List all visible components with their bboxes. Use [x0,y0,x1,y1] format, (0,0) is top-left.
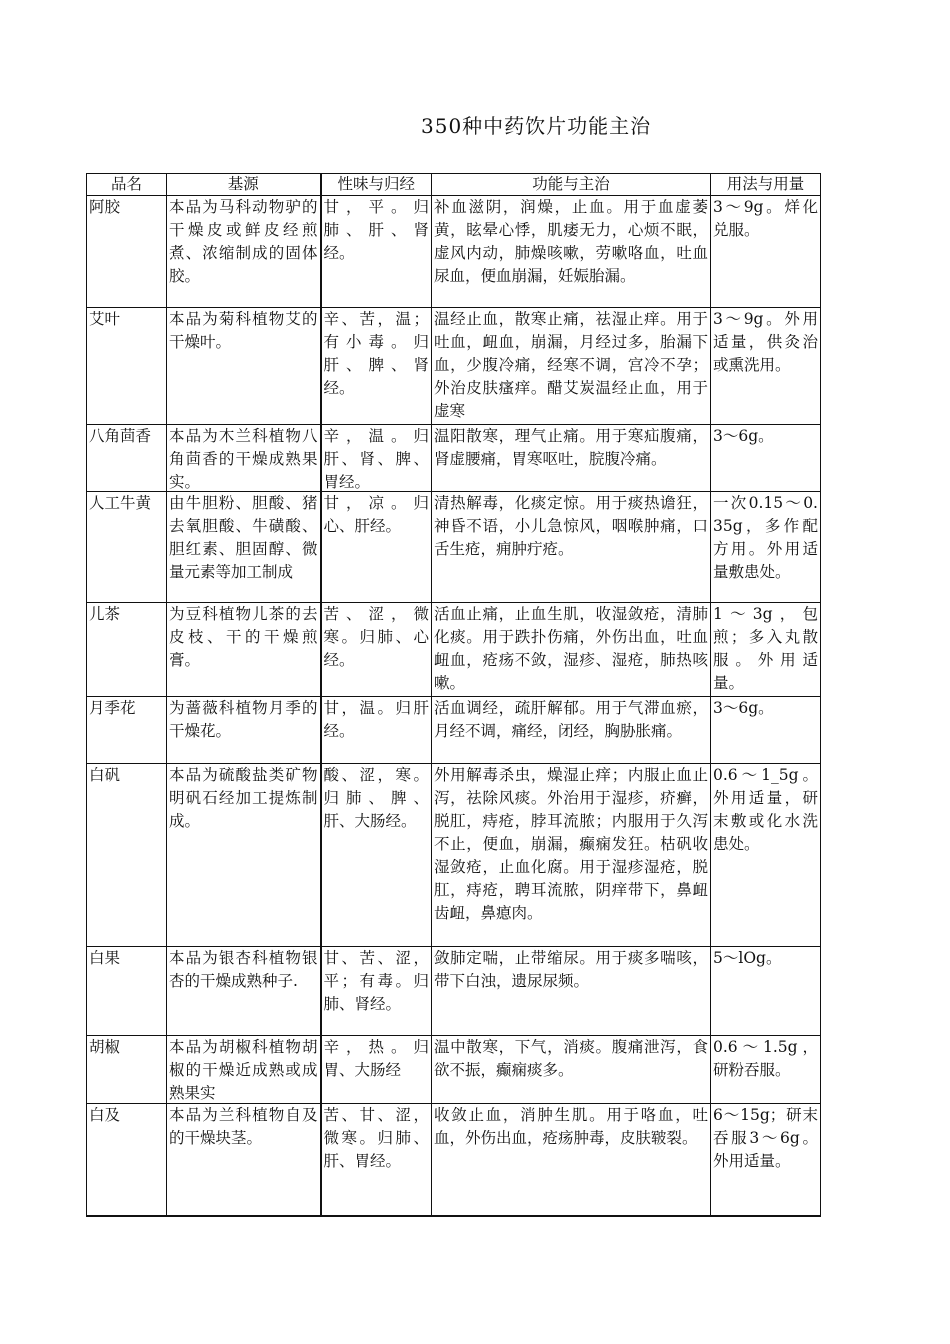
cell-text: 清热解毒，化痰定惊。用于痰热谵狂，神昏不语，小儿急惊风，咽喉肿痛，口舌生疮，痈肿疔疮。 [434,494,708,558]
table-row [87,697,821,764]
cell-function [432,697,711,764]
cell-name [87,308,167,425]
header-name: 品名 [87,174,167,196]
cell-text: 6～15g；研末吞服3～6g。外用适量。 [713,1106,818,1170]
cell-text: 本品为马科动物驴的干燥皮或鲜皮经煎煮、浓缩制成的固体胶。 [169,198,318,285]
cell-dosage [711,308,821,425]
cell-name [87,603,167,697]
cell-text: 阿胶 [89,198,121,216]
header-nature: 性味与归经 [321,174,432,196]
cell-nature [321,308,432,425]
cell-text: 苦、甘、涩，微寒。归肺、肝、胃经。 [323,1106,429,1170]
table-row [87,425,821,492]
cell-function [432,1104,711,1217]
table-row [87,947,821,1036]
cell-function [432,196,711,308]
cell-nature [321,603,432,697]
cell-function [432,764,711,947]
cell-text: 0.6～1.5g，研粉吞服。 [713,1038,818,1079]
cell-nature [321,425,432,492]
cell-text: 由牛胆粉、胆酸、猪去氧胆酸、牛磺酸、胆红素、胆固醇、微量元素等加工制成 [169,494,318,581]
cell-nature [321,947,432,1036]
cell-text: 八角茴香 [89,427,152,445]
cell-text: 温中散寒，下气，消痰。腹痛泄泻，食欲不振，癫痫痰多。 [434,1038,708,1079]
cell-text: 收敛止血，消肿生肌。用于咯血，吐血，外伤出血，疮疡肿毒，皮肤皲裂。 [434,1106,708,1147]
table-row [87,1104,821,1217]
cell-text: 温经止血，散寒止痛，祛湿止痒。用于吐血，衄血，崩漏，月经过多，胎漏下血，少腹冷痛，经寒不调，宫冷不孕；外治皮肤瘙痒。醋艾炭温经止血，用于虚寒 [434,310,708,420]
cell-text: 本品为木兰科植物八角茴香的干燥成熟果实。 [169,427,318,490]
cell-function [432,947,711,1036]
cell-origin [167,1104,321,1217]
cell-text: 艾叶 [89,310,121,328]
cell-name [87,492,167,603]
cell-origin [167,947,321,1036]
cell-text: 苦、涩，微寒。归肺、心经。 [323,605,429,669]
cell-nature [321,764,432,947]
cell-function [432,492,711,603]
cell-dosage [711,492,821,603]
cell-text: 本品为兰科植物自及的干燥块茎。 [169,1106,318,1147]
cell-text: 白矾 [89,766,121,784]
table-row [87,764,821,947]
cell-nature [321,1104,432,1217]
cell-dosage [711,947,821,1036]
cell-nature [321,196,432,308]
cell-origin [167,492,321,603]
cell-name [87,196,167,308]
cell-text: 月季花 [89,699,136,717]
cell-text: 儿茶 [89,605,121,623]
cell-dosage [711,1104,821,1217]
cell-text: 活血止痛，止血生肌，收湿敛疮，清肺化痰。用于跌扑伤痛，外伤出血，吐血衄血，疮疡不敛，湿疹、湿疮，肺热咳嗽。 [434,605,708,692]
cell-origin [167,425,321,492]
header-function: 功能与主治 [432,174,711,196]
table-row [87,1036,821,1104]
cell-nature [321,1036,432,1104]
table-header-row [87,174,821,196]
cell-origin [167,697,321,764]
cell-origin [167,308,321,425]
cell-text: 甘，凉。归心、肝经。 [323,494,429,535]
header-origin: 基源 [167,174,321,196]
cell-text: 为蔷薇科植物月季的干燥花。 [169,699,318,740]
cell-text: 甘、苦、涩，平；有毒。归肺、肾经。 [323,949,429,1013]
cell-text: 5～lOg。 [713,949,782,967]
cell-text: 1～3g，包煎；多入丸散服。外用适量。 [713,605,818,692]
cell-text: 活血调经，疏肝解郁。用于气滞血瘀，月经不调，痛经，闭经，胸胁胀痛。 [434,699,708,740]
cell-text: 人工牛黄 [89,494,152,512]
cell-text: 3～6g。 [713,699,774,717]
page-title: 350种中药饮片功能主治 [421,114,652,138]
cell-text: 辛，温。归肝、肾、脾、胃经。 [323,427,429,490]
cell-name [87,697,167,764]
cell-function [432,603,711,697]
cell-name [87,764,167,947]
herb-table [86,173,821,1217]
cell-text: 敛肺定喘，止带缩尿。用于痰多喘咳，带下白浊，遗尿尿频。 [434,949,708,990]
cell-text: 为豆科植物儿茶的去皮枝、干的干燥煎膏。 [169,605,318,669]
cell-text: 一次0.15～0.35g，多作配方用。外用适量敷患处。 [713,494,818,581]
table-row [87,603,821,697]
cell-dosage [711,697,821,764]
cell-dosage [711,764,821,947]
cell-text: 酸、涩，寒。归肺、脾、肝、大肠经。 [323,766,429,830]
cell-name [87,947,167,1036]
cell-dosage [711,1036,821,1104]
cell-text: 外用解毒杀虫，燥湿止痒；内服止血止泻，祛除风痰。外治用于湿疹，疥癣，脱肛，痔疮，脖耳流脓；内服用于久泻不止，便血，崩漏，癫痫发狂。枯矾收湿敛疮，止血化腐。用于湿疹湿疮，脱肛，痔疮，聘耳流脓，阴痒带下，鼻衄齿衄，鼻瘜肉。 [434,766,708,922]
cell-origin [167,196,321,308]
cell-text: 补血滋阴，润燥，止血。用于血虚萎黄，眩晕心悸，肌痿无力，心烦不眠，虚风内动，肺燥咳嗽，劳嗽咯血，吐血尿血，便血崩漏，妊娠胎漏。 [434,198,708,285]
cell-text: 3～6g。 [713,427,774,445]
cell-text: 本品为胡椒科植物胡椒的干燥近成熟或成熟果实 [169,1038,318,1102]
cell-text: 辛，热。归胃、大肠经 [323,1038,429,1079]
table-row [87,196,821,308]
cell-text: 辛、苦，温；有小毒。归肝、脾、肾经。 [323,310,429,397]
cell-origin [167,764,321,947]
cell-text: 0.6～1_5g。外用适量，研末敷或化水洗患处。 [713,766,818,853]
cell-nature [321,697,432,764]
cell-nature [321,492,432,603]
table-row [87,308,821,425]
cell-function [432,308,711,425]
cell-dosage [711,603,821,697]
cell-origin [167,603,321,697]
cell-function [432,1036,711,1104]
cell-text: 甘，平。归肺、肝、肾经。 [323,198,429,262]
cell-dosage [711,196,821,308]
cell-text: 本品为菊科植物艾的干燥叶。 [169,310,318,351]
cell-text: 白及 [89,1106,121,1124]
cell-text: 温阳散寒，理气止痛。用于寒疝腹痛，肾虚腰痛，胃寒呕吐，脘腹冷痛。 [434,427,708,468]
cell-origin [167,1036,321,1104]
cell-text: 甘，温。归肝经。 [323,699,429,740]
cell-text: 胡椒 [89,1038,121,1056]
header-dosage: 用法与用量 [711,174,821,196]
cell-function [432,425,711,492]
cell-text: 本品为硫酸盐类矿物明矾石经加工提炼制成。 [169,766,318,830]
cell-dosage [711,425,821,492]
cell-text: 3～9g。外用适量，供灸治或熏洗用。 [713,310,818,374]
cell-name [87,1104,167,1217]
cell-name [87,425,167,492]
table-row [87,492,821,603]
cell-name [87,1036,167,1104]
cell-text: 白果 [89,949,121,967]
cell-text: 3～9g。烊化兑服。 [713,198,818,239]
cell-text: 本品为银杏科植物银杏的干燥成熟种子. [169,949,318,990]
